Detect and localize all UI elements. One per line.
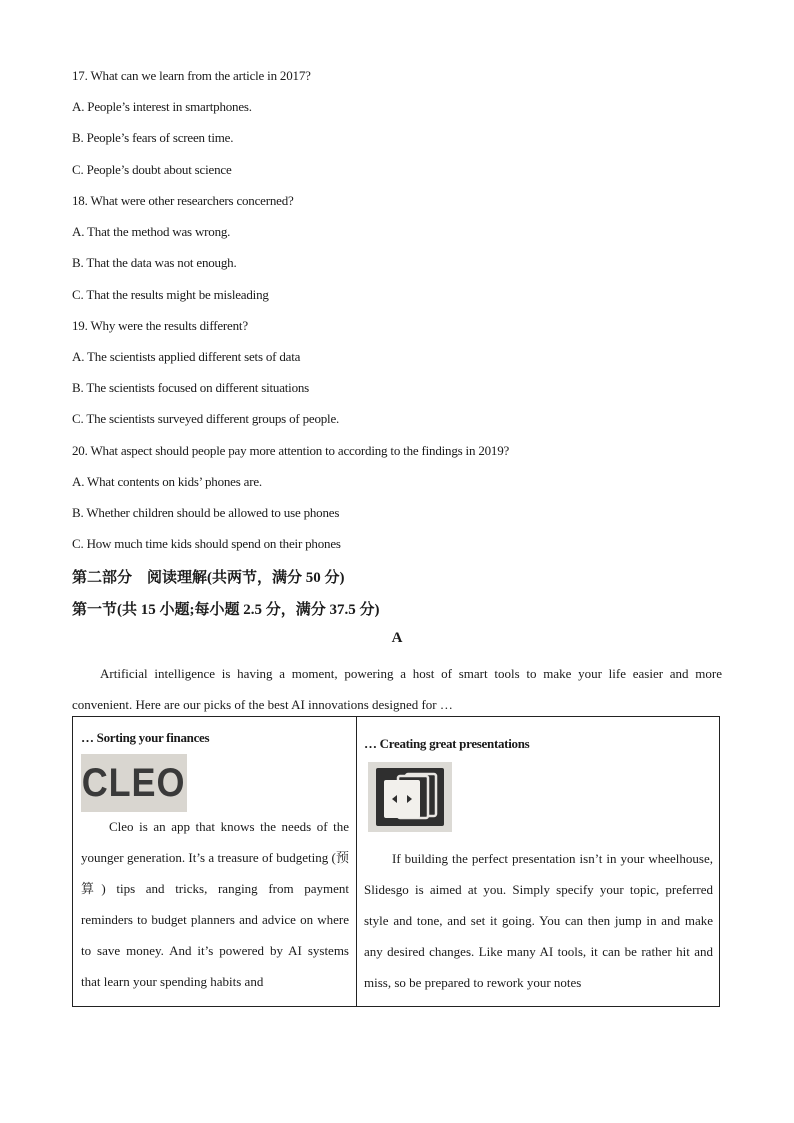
passage-intro: Artificial intelligence is having a moment, powering a host of smart tools to make your life easier and more convenient. Here are our picks of the best AI innovations designed for … — [72, 666, 722, 712]
section-heading: 第一节(共 15 小题;每小题 2.5 分，满分 37.5 分) — [72, 602, 380, 618]
question-19-option-c: C. The scientists surveyed different groups of people. — [72, 411, 340, 426]
column-divider — [356, 717, 357, 1006]
question-20-option-b: B. Whether children should be allowed to use phones — [72, 505, 340, 520]
question-20-option-c: C. How much time kids should spend on their phones — [72, 536, 341, 551]
ai-tools-table — [72, 716, 720, 1007]
question-17-option-b: B. People’s fears of screen time. — [72, 130, 234, 145]
question-17-option-c: C. People’s doubt about science — [72, 162, 232, 177]
question-17-stem: 17. What can we learn from the article in 2017? — [72, 68, 311, 83]
passage-letter: A — [391, 630, 403, 646]
slidesgo-description: If building the perfect presentation isn’t in your wheelhouse, Slidesgo is aimed at you. Simply specify your topic, preferred style and tone, and set it going. You can then jump in and make any desired changes. Like many AI tools, it can be rather hit and miss, so be prepared to rework your notes — [364, 851, 713, 990]
cleo-logo-text: CLEO — [82, 760, 186, 805]
question-18-option-a: A. That the method was wrong. — [72, 224, 231, 239]
cleo-description: Cleo is an app that knows the needs of the younger generation. It’s a treasure of budgeting (预算) tips and tricks, ranging from payment reminders to budget planners and advice on where to save money. And it’s powered by AI systems that learn your spending habits and — [81, 819, 349, 989]
question-17-option-a: A. People’s interest in smartphones. — [72, 99, 252, 114]
finances-column — [81, 717, 349, 1007]
presentations-title: … Creating great presentations — [364, 736, 530, 751]
question-18-option-c: C. That the results might be misleading — [72, 287, 269, 302]
question-20-stem: 20. What aspect should people pay more attention to according to the findings in 2019? — [72, 443, 510, 458]
part-heading: 第二部分 阅读理解(共两节，满分 50 分) — [72, 570, 345, 586]
question-20-option-a: A. What contents on kids’ phones are. — [72, 474, 262, 489]
question-19-option-b: B. The scientists focused on different situations — [72, 380, 310, 395]
question-19-stem: 19. Why were the results different? — [72, 318, 248, 333]
question-18-option-b: B. That the data was not enough. — [72, 255, 237, 270]
slides-icon — [368, 762, 452, 832]
question-18-stem: 18. What were other researchers concerned? — [72, 193, 294, 208]
cleo-logo — [81, 754, 187, 812]
question-19-option-a: A. The scientists applied different sets of data — [72, 349, 301, 364]
presentations-column — [364, 717, 713, 1007]
finances-title: … Sorting your finances — [81, 730, 210, 745]
